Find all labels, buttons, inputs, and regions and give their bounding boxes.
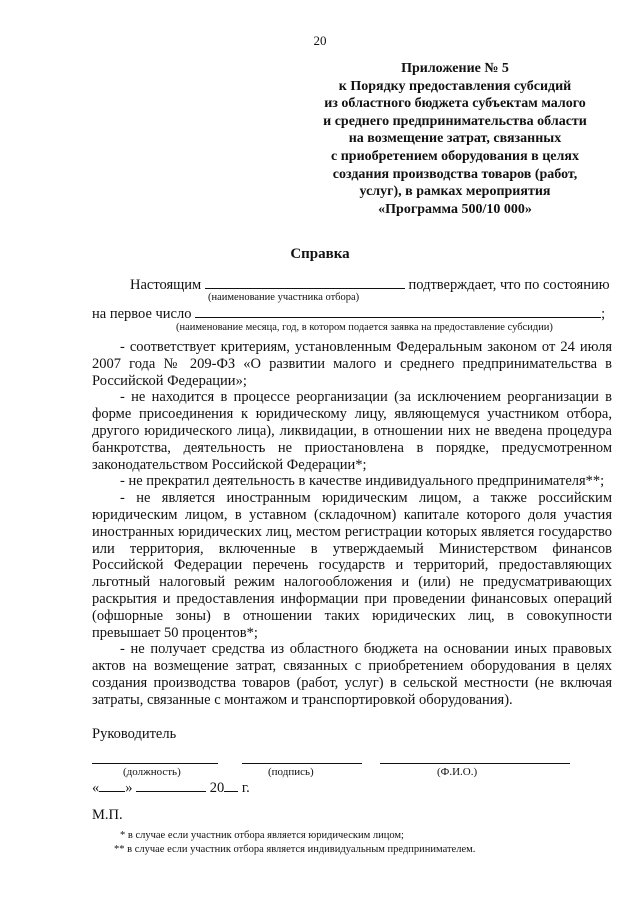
full-name-signature-line[interactable] — [380, 763, 570, 764]
criteria-paragraph: - не получает средства из областного бюджета на основании иных правовых актов на возмещение затрат, связанных с приобретением оборудования в целях создания производства товаров (работ, услуг) в сельской местности (не включая затраты, связанные с монтажом и транспортировкой оборудования). — [92, 641, 612, 708]
participant-name-field[interactable] — [205, 276, 405, 289]
criteria-paragraph: - не является иностранным юридическим лицом, а также российским юридическим лицом, в уставном (складочном) капитале которого доля участия иностранных юридических лиц, местом регистрации которых является государство или территория, включенные в утверждаемый Министерством финансов Российской Федерации перечень государств и территорий, предоставляющих льготный налоговый режим налогообложения и (или) не предусматривающих раскрытия и предоставления информации при проведении финансовых операций (офшорные зоны) в отношении таких юридических лиц, в совокупности превышает 50 процентов*; — [92, 490, 612, 641]
signature-caption: (подпись) — [268, 766, 314, 778]
signature-date-line — [92, 779, 250, 797]
year-field[interactable] — [224, 779, 238, 792]
year-prefix: 20 — [209, 780, 225, 796]
appendix-line: услуг), в рамках мероприятия — [359, 184, 551, 200]
appendix-line: из областного бюджета субъектам малого — [324, 96, 586, 112]
footnote-legal-entity: * в случае если участник отбора является юридическим лицом; — [120, 830, 404, 841]
signature-line[interactable] — [242, 763, 362, 764]
full-name-caption: (Ф.И.О.) — [437, 766, 478, 778]
appendix-line: на возмещение затрат, связанных — [348, 131, 562, 147]
stamp-label: М.П. — [92, 807, 123, 823]
year-suffix: г. — [241, 780, 250, 796]
date-line — [92, 305, 605, 323]
appendix-line: к Порядку предоставления субсидий — [338, 78, 572, 94]
position-caption: (должность) — [123, 766, 181, 778]
criteria-paragraph: - не прекратил деятельность в качестве индивидуального предпринимателя**; — [120, 473, 605, 490]
month-field[interactable] — [136, 779, 206, 792]
day-field[interactable] — [99, 779, 125, 792]
criteria-list — [92, 339, 612, 709]
criteria-paragraph: - соответствует критериям, установленным Федеральным законом от 24 июля 2007 года № 209-ФЗ «О развитии малого и среднего предпринимательства в Российской Федерации»; — [92, 339, 612, 389]
appendix-line: «Программа 500/10 000» — [378, 201, 532, 217]
head-label: Руководитель — [92, 726, 177, 742]
criteria-paragraph: - не находится в процессе реорганизации (за исключением реорганизации в форме присоединения к юридическому лицу, являющемуся участником отбора, другого юридического лица), ликвидации, в отношении них не введена процедура банкротства, деятельность не приостановлена в порядке, предусмотренном законодательством Российской Федерации*; — [92, 389, 612, 473]
date-suffix: ; — [601, 306, 606, 322]
month-caption: (наименование месяца, год, в котором подается заявка на предоставление субсидии) — [176, 322, 553, 333]
intro-suffix: подтверждает, что по состоянию — [408, 277, 610, 293]
position-signature-line[interactable] — [92, 763, 218, 764]
document-title: Справка — [290, 246, 350, 262]
appendix-line: с приобретением оборудования в целях — [331, 148, 579, 164]
date-close-quote: » — [125, 780, 133, 796]
intro-line — [130, 276, 610, 294]
footnote-entrepreneur: ** в случае если участник отбора является индивидуальным предпринимателем. — [114, 844, 476, 855]
appendix-header — [300, 60, 610, 218]
page-number: 20 — [313, 33, 327, 48]
appendix-line: Приложение № 5 — [401, 61, 509, 76]
date-open-quote: « — [92, 780, 100, 796]
appendix-line: создания производства товаров (работ, — [332, 166, 578, 182]
participant-caption: (наименование участника отбора) — [208, 292, 360, 303]
appendix-line: и среднего предпринимательства области — [323, 113, 587, 129]
intro-prefix: Настоящим — [130, 277, 202, 293]
date-prefix: на первое число — [92, 306, 192, 322]
month-year-field[interactable] — [195, 305, 601, 318]
